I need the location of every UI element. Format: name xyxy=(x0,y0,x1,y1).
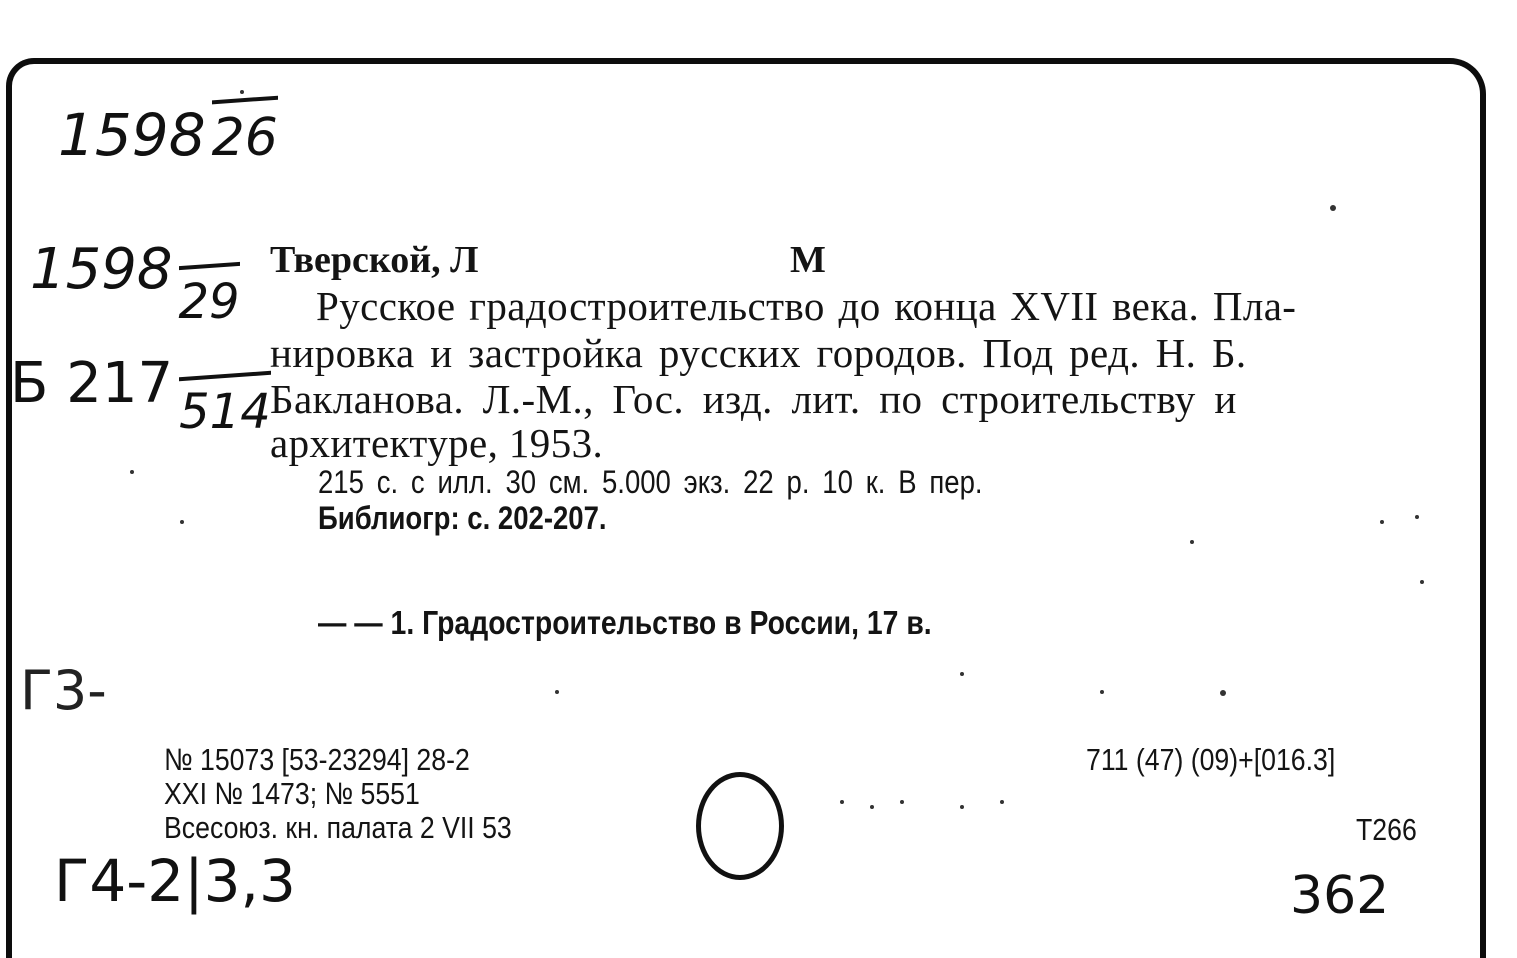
physical-details: 215 с. с илл. 30 см. 5.000 экз. 22 р. 10 к. В пер. xyxy=(318,464,983,500)
title-line-4: архитектуре, 1953. xyxy=(270,420,604,466)
handwritten-code-5: Г4-2|3,3 xyxy=(54,847,296,915)
title-line-3: Бакланова. Л.-М., Гос. изд. лит. по строительству и xyxy=(270,376,1237,422)
footer-record-number: № 15073 [53-23294] 28-2 xyxy=(164,742,470,777)
title-line-2: нировка и застройка русских городов. Под ред. Н. Б. xyxy=(270,330,1247,376)
footer-classification: 711 (47) (09)+[016.3] xyxy=(1086,742,1336,777)
handwritten-code-3: Б 217 514 xyxy=(10,351,271,440)
author-initial: М xyxy=(790,239,826,281)
handwritten-code-1: 1598 26 xyxy=(58,98,278,164)
footer-code: Т266 xyxy=(1356,812,1417,847)
footer-series: XXI № 1473; № 5551 xyxy=(164,776,420,811)
author-name: Тверской, Л xyxy=(270,239,479,281)
footer-chamber: Всесоюз. кн. палата 2 VII 53 xyxy=(164,810,512,845)
handwritten-code-4: Г3- xyxy=(20,659,107,722)
bibliography-note: Библиогр: с. 202-207. xyxy=(318,500,607,536)
handwritten-code-2: 1598 29 xyxy=(30,237,240,330)
handwritten-code-6: 362 xyxy=(1290,866,1390,926)
title-line-1: Русское градостроительство до конца XVII века. Пла- xyxy=(316,283,1297,329)
subject-heading: — — 1. Градостроительство в России, 17 в. xyxy=(318,604,932,641)
stamp-circle xyxy=(696,772,784,880)
